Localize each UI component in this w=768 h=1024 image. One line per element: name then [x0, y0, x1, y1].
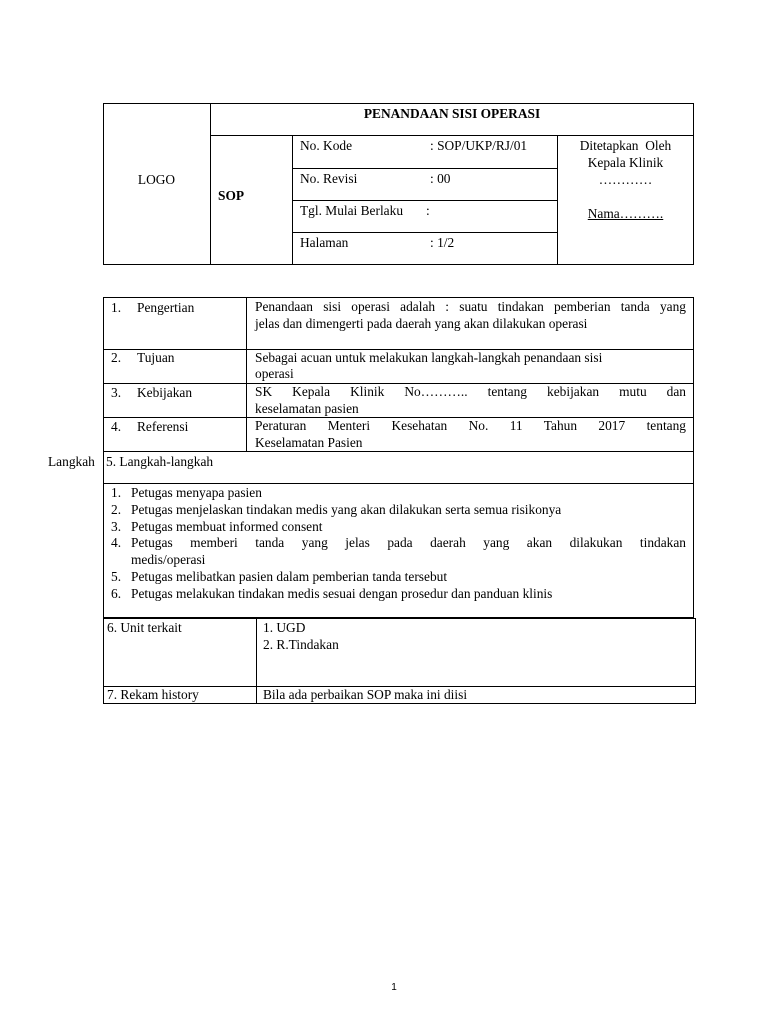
tujuan-text-line2: operasi — [255, 366, 294, 381]
field-label-tgl: Tgl. Mulai Berlaku — [300, 203, 404, 218]
approval-line-1: Ditetapkan Oleh — [579, 138, 672, 153]
pengertian-label: Pengertian — [137, 300, 195, 315]
field-value-revisi: : 00 — [430, 171, 451, 186]
approval-line-3: ………… — [598, 172, 653, 187]
step-5-number: 5. — [111, 569, 122, 584]
referensi-label: Referensi — [137, 419, 189, 434]
step-6-number: 6. — [111, 586, 122, 601]
field-value-halaman: : 1/2 — [430, 235, 455, 250]
tujuan-label: Tujuan — [137, 350, 175, 365]
step-4-text-line1: Petugas memberi tanda yang jelas pada daerah yang akan dilakukan tindakan — [131, 535, 686, 550]
referensi-text-line2: Keselamatan Pasien — [255, 435, 363, 450]
referensi-number: 4. — [111, 419, 122, 434]
step-5-text: Petugas melibatkan pasien dalam pemberian tanda tersebut — [131, 569, 448, 584]
kebijakan-text-line2: keselamatan pasien — [255, 401, 359, 416]
step-6-text: Petugas melakukan tindakan medis sesuai dengan prosedur dan panduan klinis — [131, 586, 553, 601]
step-2-number: 2. — [111, 502, 122, 517]
rekam-history-label: 7. Rekam history — [107, 687, 199, 702]
kebijakan-number: 3. — [111, 385, 122, 400]
rekam-history-text: Bila ada perbaikan SOP maka ini diisi — [263, 687, 468, 702]
unit-terkait-label: 6. Unit terkait — [107, 620, 182, 635]
field-label-halaman: Halaman — [300, 235, 349, 250]
pengertian-number: 1. — [111, 300, 122, 315]
step-2-text: Petugas menjelaskan tindakan medis yang akan dilakukan serta semua risikonya — [131, 502, 562, 517]
pengertian-text-line2: jelas dan dimengerti pada daerah yang akan dilakukan operasi — [255, 316, 588, 331]
pengertian-text-line1: Penandaan sisi operasi adalah : suatu tindakan pemberian tanda yang — [255, 299, 686, 314]
logo-placeholder: LOGO — [137, 172, 176, 187]
document-title: PENANDAAN SISI OPERASI — [363, 106, 541, 121]
approval-line-2: Kepala Klinik — [587, 155, 664, 170]
page-number: 1 — [391, 982, 397, 993]
step-4-number: 4. — [111, 535, 122, 550]
kebijakan-text-line1: SK Kepala Klinik No……….. tentang kebijakan mutu dan — [255, 384, 686, 399]
unit-item-1: 1. UGD — [263, 620, 306, 635]
tujuan-number: 2. — [111, 350, 122, 365]
field-value-kode: : SOP/UKP/RJ/01 — [430, 138, 528, 153]
sop-label: SOP — [218, 188, 245, 203]
langkah-side-label: Langkah — [48, 454, 95, 469]
field-label-kode: No. Kode — [300, 138, 353, 153]
step-4-text-line2: medis/operasi — [131, 552, 206, 567]
step-3-number: 3. — [111, 519, 122, 534]
tujuan-text-line1: Sebagai acuan untuk melakukan langkah-langkah penandaan sisi — [255, 350, 603, 365]
step-1-number: 1. — [111, 485, 122, 500]
kebijakan-label: Kebijakan — [137, 385, 193, 400]
field-value-tgl: : — [426, 203, 430, 218]
step-1-text: Petugas menyapa pasien — [131, 485, 262, 500]
langkah-heading: 5. Langkah-langkah — [106, 454, 214, 469]
step-3-text: Petugas membuat informed consent — [131, 519, 323, 534]
approval-name: Nama………. — [587, 206, 664, 221]
unit-item-2: 2. R.Tindakan — [263, 637, 339, 652]
field-label-revisi: No. Revisi — [300, 171, 358, 186]
referensi-text-line1: Peraturan Menteri Kesehatan No. 11 Tahun 2017 tentang — [255, 418, 686, 433]
